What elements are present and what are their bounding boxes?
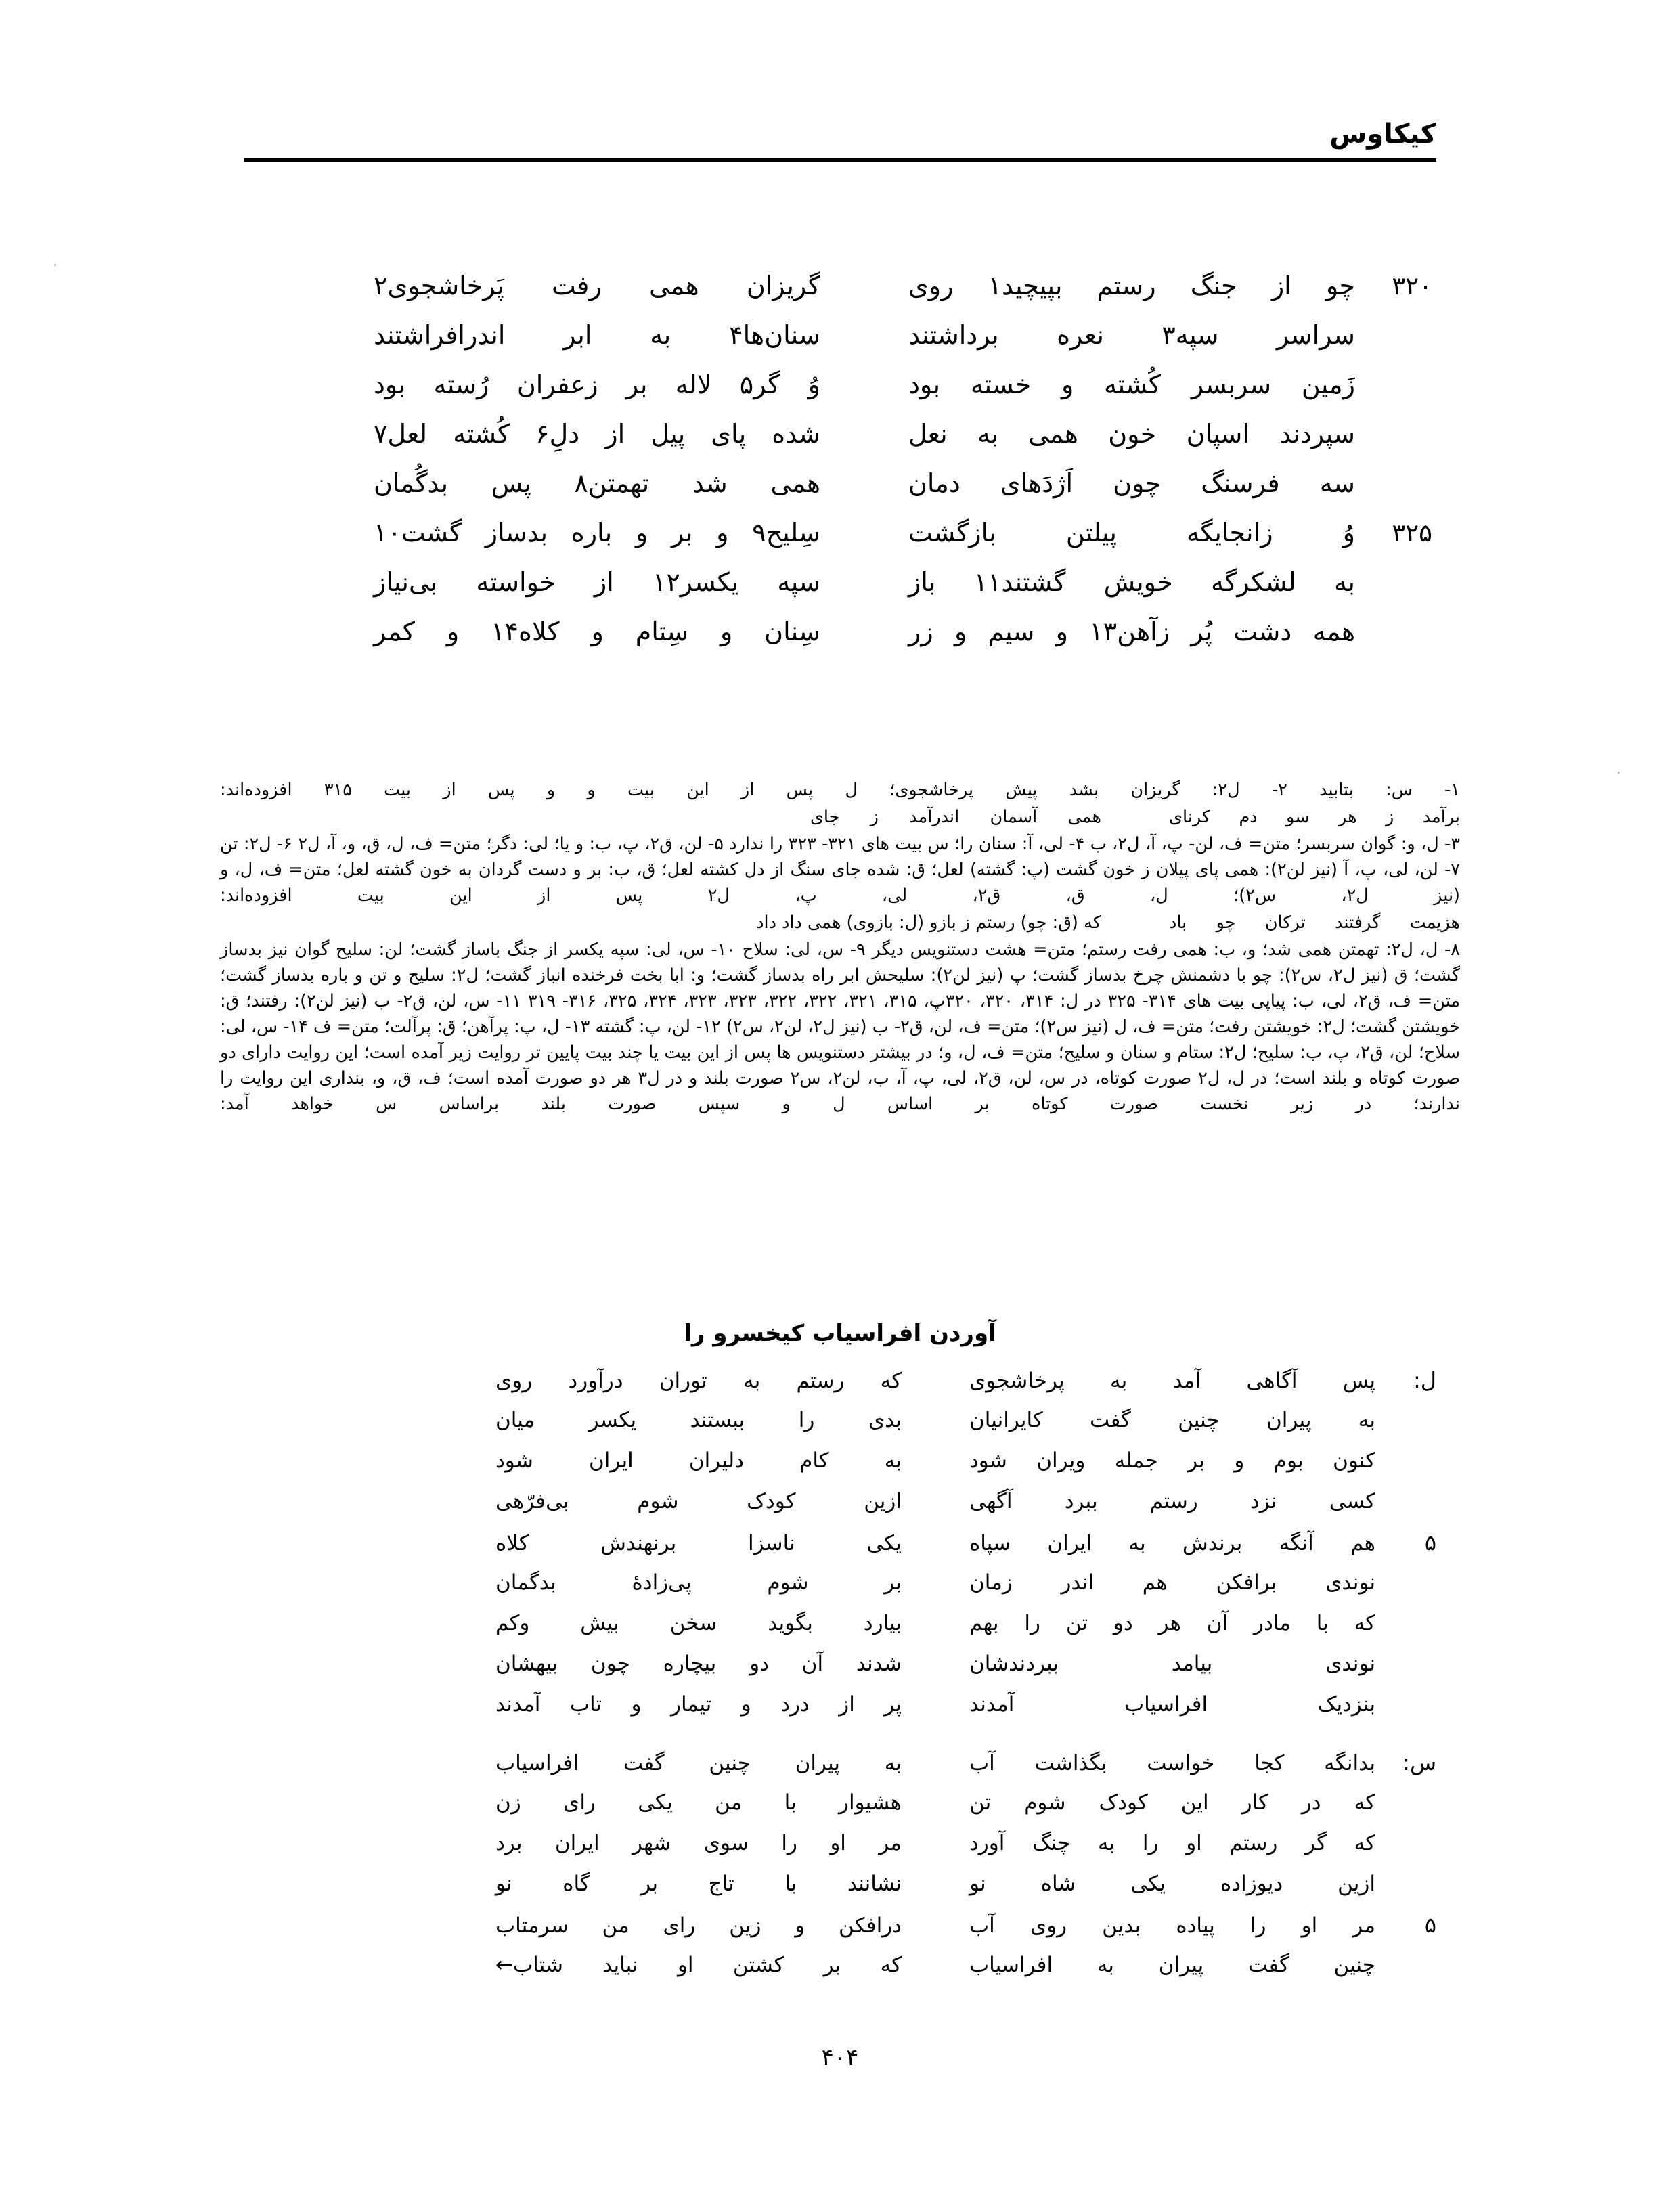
variant-hemistich-right: بنزدیک افراسیاب آمدند — [969, 1692, 1375, 1717]
variant-block-lam — [244, 1367, 1436, 1733]
variant-hemistich-left: بر شوم پی‌زادهٔ بدگمان — [495, 1570, 902, 1595]
variant-row — [244, 1750, 1436, 1790]
variant-hemistich-right: که با مادر آن هر دو تن را بهم — [969, 1611, 1375, 1635]
hemistich-left: سِنان و سِتام و کلاه۱۴ و کمر — [374, 617, 820, 646]
running-head-area — [244, 119, 1436, 162]
verse-row — [244, 468, 1436, 518]
variant-hemistich-right: ازین دیوزاده یکی شاه نو — [969, 1872, 1375, 1896]
hemistich-left: وُ گر۵ لاله بر زعفران رُسته بود — [374, 370, 820, 399]
variant-hemistich-right: چنین گفت پیران به افراسیاب — [969, 1953, 1375, 1977]
verse-number: ۳۲۵ — [1392, 518, 1432, 548]
variant-hemistich-left: شدند آن دو بیچاره چون بیهشان — [495, 1652, 902, 1676]
variant-hemistich-left: مر او را سوی شهر ایران برد — [495, 1831, 902, 1855]
variant-row — [244, 1449, 1436, 1489]
verse-number: ۳۲۰ — [1392, 271, 1432, 301]
variant-hemistich-left: یکی ناسزا برنهندش کلاه — [495, 1531, 902, 1555]
variant-hemistich-left: پر از درد و تیمار و تاب آمدند — [495, 1692, 902, 1717]
verse-row — [244, 617, 1436, 666]
apparatus-note-line: ۸- ل، ل۲: تهمتن همی شد؛ و، ب: همی رفت رستم؛ متن= هشت دستنویس دیگر ۹- س، لی: سلاح ۱۰- س، لی: سپه یکسر از جنگ باساز گشت؛ لن: سلیح گوان نیز بدساز گشت؛ ق (نیز ل۲، س۲): چو با دشمنش چرخ بدساز گشت؛ پ (نیز لن۲): سلیحش ابر راه بدساز گشت؛ و: ابا بخت فرخنده انباز گشت؛ ل۲: سلیح و تن و باره بدساز گشت؛ متن= ف، ق۲، لی، ب: پیاپی بیت های ۳۱۴- ۳۲۵ در ل: ۳۱۴، ۳۲۰، ۳۲۰پ، ۳۱۵، ۳۲۱، ۳۲۲، ۳۲۲، ۳۲۳، ۳۲۳، ۳۲۴، ۳۲۵، ۳۱۶- ۳۱۹ ۱۱- س، لن، ق۲- ب (نیز لن۲): رفتند؛ ق: خویشتن گشت؛ ل۲: خویشتن رفت؛ متن= ف، ل (نیز س۲)؛ متن= ف، لن، ق۲- ب (نیز ل۲، لن۲، س۲) ۱۲- لن، پ: گشته ۱۳- ل، پ: پرآهن؛ ق: پرآلت؛ متن= ف ۱۴- س، لی: سلاح؛ لن، ق۲، پ، ب: سلیح؛ ل۲: ستام و سنان و سلیح؛ متن= ف، ل، و؛ در بیشتر دستنویس ها پس از این بیت یا چند بیت پایین تر روایت زیر آمده است؛ این روایت دارای دو صورت کوتاه و بلند است؛ در ل، ل۲ صورت کوتاه، در س، لن، ق۲، لی، پ، آ، ب، لن۲، س۲ صورت بلند و در ل۳ هر دو صورت آمده است؛ ف، ق، و، بنداری این روایت را ندارند؛ در زیر نخست صورت کوتاه بر اساس ل و سپس صورت بلند براساس س خواهد آمد: — [220, 939, 1461, 1114]
hemistich-right: وُ زانجایگه پیلتن بازگشت — [908, 518, 1355, 548]
variant-row — [244, 1408, 1436, 1449]
variant-hemistich-right: که گر رستم او را به چنگ آورد — [969, 1831, 1375, 1855]
variant-hemistich-right: هم آنگه برندش به ایران سپاه — [969, 1531, 1375, 1555]
apparatus-note-line: ۳- ل، و: گوان سربسر؛ متن= ف، لن- پ، آ، ل۲، ب ۴- لی، آ: سنان را؛ س بیت های ۳۲۱- ۳۲۳ را ندارد ۵- لن، ق۲، پ، ب: و یا؛ لی: دگر؛ متن= ف، ل، ق، و، آ، ل۲ ۶- ل۲: تن ۷- لن، لی، پ، آ (نیز لن۲): همی پای پیلان ز خون گشت (پ: گشته) لعل؛ ق: شده جای سنگ از دل کشته لعل؛ ق، ب: بر و دست گردان به خون گشته لعل؛ متن= ف، ل، و (نیز ل۲، س۲)؛ ل، ق، ق۲، لی، پ، ل۲ پس از این بیت افزوده‌اند: — [220, 834, 1461, 906]
variant-hemistich-left: که رستم به توران درآورد روی — [495, 1369, 902, 1393]
hemistich-left: سنان‌ها۴ به ابر اندرافراشتند — [374, 320, 820, 350]
variant-sigla: ل: — [1413, 1367, 1436, 1393]
hemistich-right: زَمین سربسر کُشته و خسته بود — [908, 370, 1355, 399]
variant-hemistich-left: درافکن و زین رای من سرمتاب — [495, 1914, 902, 1938]
variant-line-marker: ۵ — [1424, 1530, 1436, 1555]
verse-row — [244, 518, 1436, 567]
inset-hemistich-left: که (ق: چو) رستم ز بازو (ل: بازوی) همی داد داد — [756, 912, 1101, 933]
critical-apparatus — [220, 777, 1460, 1117]
variant-block-sin — [244, 1750, 1436, 1993]
hemistich-right: به لشکرگه خویش گشتند۱۱ باز — [908, 567, 1356, 597]
variant-hemistich-right: مر او را پیاده بدین روی آب — [969, 1914, 1375, 1938]
inset-hemistich-left: همی آسمان اندرآمد ز جای — [810, 807, 1101, 827]
hemistich-right: سپردند اسپان خون همی به نعل — [908, 419, 1355, 449]
variant-hemistich-left: بدی را ببستند یکسر میان — [495, 1408, 902, 1432]
variant-hemistich-right: به پیران چنین گفت کایرانیان — [969, 1408, 1375, 1432]
variant-row — [244, 1912, 1436, 1953]
apparatus-inset-verse — [220, 803, 1460, 831]
variant-row — [244, 1652, 1436, 1692]
inset-hemistich-right: برآمد ز هر سو دم کرنای — [1169, 807, 1460, 827]
variant-line-marker: ۵ — [1424, 1912, 1436, 1938]
running-head-title: کیکاوس — [1329, 118, 1436, 150]
verse-row — [244, 320, 1436, 370]
verse-row — [244, 567, 1436, 617]
variant-hemistich-left: بیارد بگوید سخن بیش وکم — [495, 1611, 902, 1635]
variant-row — [244, 1611, 1436, 1652]
variant-row — [244, 1367, 1436, 1408]
scan-speck — [1618, 772, 1620, 774]
variant-row — [244, 1489, 1436, 1530]
verse-row — [244, 419, 1436, 468]
main-verse-block — [244, 271, 1436, 666]
variant-hemistich-right: که در کار این کودک شوم تن — [969, 1790, 1375, 1815]
variant-row — [244, 1953, 1436, 1993]
variant-hemistich-left: به کام دلیران ایران شود — [495, 1449, 902, 1473]
hemistich-left: شده پای پیل از دلِ۶ کُشته لعل۷ — [374, 419, 820, 449]
variant-row — [244, 1692, 1436, 1733]
inset-hemistich-right: هزیمت گرفتند ترکان چو باد — [1169, 912, 1460, 933]
variant-hemistich-right: کسی نزد رستم ببرد آگهی — [969, 1489, 1375, 1513]
variant-hemistich-left: نشانند با تاج بر گاه نو — [495, 1872, 902, 1896]
variant-hemistich-right: کنون بوم و بر جمله ویران شود — [969, 1449, 1375, 1473]
running-head-rule — [244, 158, 1436, 162]
variant-row — [244, 1872, 1436, 1912]
apparatus-inset-verse — [220, 908, 1460, 937]
variant-hemistich-left: به پیران چنین گفت افراسیاب — [495, 1751, 902, 1775]
apparatus-note-line: ۱- س: بتابید ۲- ل۲: گریزان بشد پیش پرخاشجوی؛ ل پس از این بیت و و پس از بیت ۳۱۵ افزوده‌اند: — [220, 780, 1460, 800]
variant-row — [244, 1831, 1436, 1872]
verse-row — [244, 370, 1436, 419]
hemistich-left: سِلیح۹ و بر و باره بدساز گشت۱۰ — [374, 518, 820, 548]
hemistich-left: گریزان همی رفت پَرخاشجوی۲ — [374, 271, 820, 301]
page-number: ۴۰۴ — [821, 2044, 859, 2071]
section-heading: آوردن افراسیاب کیخسرو را — [684, 1320, 996, 1347]
variant-hemistich-right: پس آگاهی آمد به پرخاشجوی — [969, 1369, 1375, 1393]
variant-hemistich-left: ازین کودک شوم بی‌فرّهی — [495, 1489, 902, 1513]
variant-row — [244, 1530, 1436, 1570]
hemistich-right: سراسر سپه۳ نعره برداشتند — [908, 320, 1355, 350]
variant-hemistich-right: بدانگه کجا خواست بگذاشت آب — [969, 1751, 1375, 1775]
variant-hemistich-right: نوندی بیامد ببردندشان — [969, 1652, 1375, 1676]
variant-row — [244, 1570, 1436, 1611]
variant-sigla: س: — [1402, 1750, 1436, 1775]
hemistich-right: سه فرسنگ چون اَژدَهای دمان — [908, 468, 1355, 498]
hemistich-right: همه دشت پُر زآهن۱۳ و سیم و زر — [908, 617, 1355, 646]
verse-row — [244, 271, 1436, 320]
variant-hemistich-left: که بر کشتن او نباید شتاب← — [495, 1953, 902, 1977]
hemistich-left: همی شد تهمتن۸ پس بدگُمان — [374, 468, 820, 498]
variant-hemistich-left: هشیوار با من یکی رای زن — [495, 1790, 902, 1815]
hemistich-left: سپه یکسر۱۲ از خواسته بی‌نیاز — [374, 567, 820, 597]
hemistich-right: چو از جنگ رستم بپیچید۱ روی — [908, 271, 1355, 301]
scan-speck — [54, 264, 56, 266]
variant-hemistich-right: نوندی برافکن هم اندر زمان — [969, 1570, 1375, 1595]
variant-row — [244, 1790, 1436, 1831]
